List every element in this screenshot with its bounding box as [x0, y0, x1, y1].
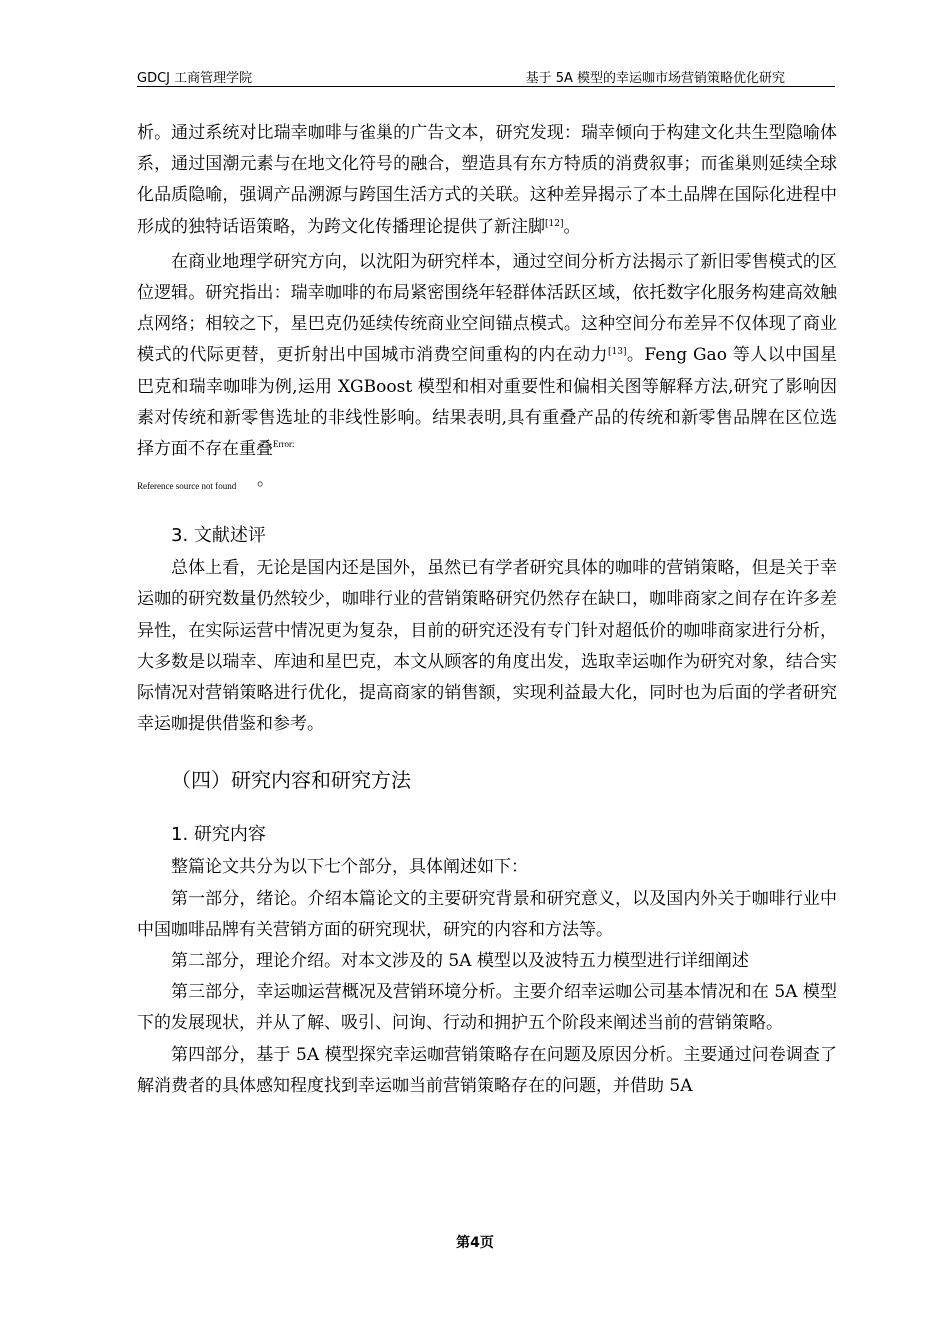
paragraph-part-two: 第二部分，理论介绍。对本文涉及的 5A 模型以及波特五力模型进行详细阐述: [171, 951, 749, 972]
paragraph-part-three: 第三部分，幸运咖运营概况及营销环境分析。主要介绍幸运咖公司基本情况和在 5A 模型下的发展现状，并从了解、吸引、问询、行动和拥护五个阶段来阐述当前的营销策略。: [137, 982, 837, 1034]
section-heading-research-content: 1. 研究内容: [171, 824, 266, 846]
citation-13: [13]: [608, 347, 627, 358]
citation-12: [12]: [545, 218, 564, 229]
page-header: [137, 66, 835, 87]
reference-error-text: Reference source not found: [137, 481, 237, 492]
paragraph-ad-comparison: [137, 118, 837, 243]
chapter-heading-research-content-methods: （四）研究内容和研究方法: [171, 768, 411, 793]
paragraph-commercial-geography: [137, 247, 837, 465]
paragraph-end: 。: [257, 470, 274, 491]
header-institution: GDCJ 工商管理学院: [137, 71, 253, 86]
header-thesis-title: 基于 5A 模型的幸运咖市场营销策略优化研究: [525, 71, 785, 86]
paragraph-text: 在商业地理学研究方向，以沈阳为研究样本，通过空间分析方法揭示了新旧零售模式的区位逻辑。研究指出：瑞幸咖啡的布局紧密围绕年轻群体活跃区域，依托数字化服务构建高效触点网络；相较之下，星巴克仍延续传统商业空间锚点模式。这种空间分布差异不仅体现了商业模式的代际更替，更折射出中国城市消费空间重构的内在动力: [137, 251, 837, 366]
paragraph-part-one: 第一部分，绪论。介绍本篇论文的主要研究背景和研究意义，以及国内外关于咖啡行业中中国咖啡品牌有关营销方面的研究现状，研究的内容和方法等。: [137, 888, 837, 940]
paragraph-part-four: 第四部分，基于 5A 模型探究幸运咖营销策略存在问题及原因分析。主要通过问卷调查了解消费者的具体感知程度找到幸运咖当前营销策略存在的问题，并借助 5A: [137, 1044, 837, 1096]
section-heading-literature-review: 3. 文献述评: [171, 525, 266, 547]
paragraph-continuation: 。Feng Gao 等人以中国星巴克和瑞幸咖啡为例,运用 XGBoost 模型和相对重要性和偏相关图等解释方法,研究了影响因素对传统和新零售选址的非线性影响。结果表明,具有重叠产品的传统和新零售品牌在区位选择方面不存在重叠: [137, 345, 837, 460]
reference-error-line: [137, 465, 837, 495]
body-content: [137, 118, 837, 1102]
paragraph-literature-review: 总体上看，无论是国内还是国外，虽然已有学者研究具体的咖啡的营销策略，但是关于幸运咖的研究数量仍然较少，咖啡行业的营销策略研究仍然存在缺口，咖啡商家之间存在许多差异性，在实际运营中情况更为复杂，目前的研究还没有专门针对超低价的咖啡商家进行分析，大多数是以瑞幸、库迪和星巴克，本文从顾客的角度出发，选取幸运咖作为研究对象，结合实际情况对营销策略进行优化，提高商家的销售额，实现利益最大化，同时也为后面的学者研究幸运咖提供借鉴和参考。: [137, 558, 837, 735]
reference-error-marker: Error:: [273, 439, 295, 450]
paragraph-end: 。: [563, 216, 581, 237]
paragraph-text: 析。通过系统对比瑞幸咖啡与雀巢的广告文本，研究发现：瑞幸倾向于构建文化共生型隐喻体系，通过国潮元素与在地文化符号的融合，塑造具有东方特质的消费叙事；而雀巢则延续全球化品质隐喻，强调产品溯源与跨国生活方式的关联。这种差异揭示了本土品牌在国际化进程中形成的独特话语策略，为跨文化传播理论提供了新注脚: [137, 123, 837, 237]
paragraph-overview: 整篇论文共分为以下七个部分，具体阐述如下：: [171, 857, 528, 878]
page-number: 第4页: [456, 1235, 494, 1251]
